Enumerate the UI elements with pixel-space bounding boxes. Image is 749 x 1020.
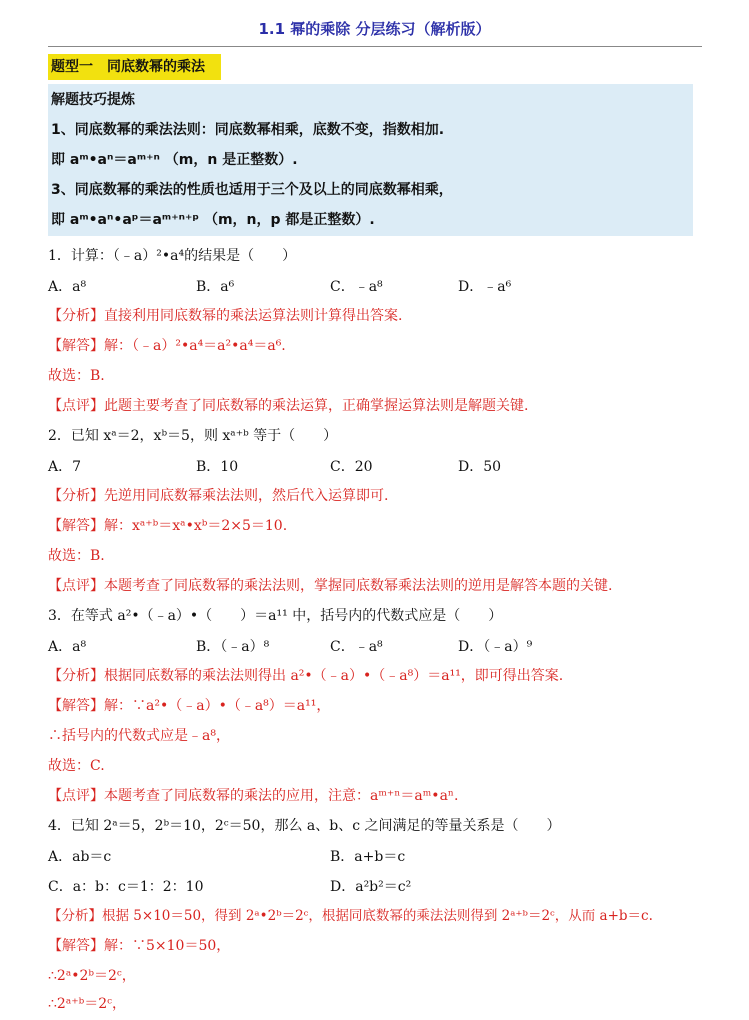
q3-option-a: A．a⁸: [48, 639, 87, 655]
page-title: 1.1 幂的乘除 分层练习（解析版）: [258, 20, 491, 38]
formula-prefix: 即: [51, 212, 65, 228]
q3-analysis: 【分析】根据同底数幂的乘法法则得出 a²•（﹣a）•（﹣a⁸）＝a¹¹，即可得出答案.: [48, 668, 564, 684]
q1-option-b: B．a⁶: [196, 279, 235, 295]
section-heading: 题型一 同底数幂的乘法: [48, 54, 221, 80]
q4-option-b: B．a+b＝c: [330, 849, 406, 865]
q3-option-d: D．（﹣a）⁹: [458, 639, 533, 655]
q4-stem: 4．已知 2ᵃ＝5，2ᵇ＝10，2ᶜ＝50，那么 a、b、c 之间满足的等量关系是（ ）: [48, 818, 561, 834]
q3-stem: 3．在等式 a²•（﹣a）•（ ）＝a¹¹ 中，括号内的代数式应是（ ）: [48, 608, 503, 624]
formula-math: aᵐ•aⁿ＝aᵐ⁺ⁿ: [69, 152, 160, 168]
q1-option-a: A．a⁸: [48, 279, 87, 295]
tips-formula-2: [51, 210, 375, 230]
q2-option-c: C．20: [330, 459, 373, 475]
tips-rule-3: 3、同底数幂的乘法的性质也适用于三个及以上的同底数幂相乘，: [51, 182, 453, 198]
title-divider: [48, 46, 702, 47]
q4-option-d: D．a²b²＝c²: [330, 879, 412, 895]
q3-option-b: B．（﹣a）⁸: [196, 639, 270, 655]
q2-option-d: D．50: [458, 459, 502, 475]
tips-box: [48, 84, 693, 236]
q2-stem: 2．已知 xᵃ＝2，xᵇ＝5，则 xᵃ⁺ᵇ 等于（ ）: [48, 428, 338, 444]
q4-step-1: ∴2ᵃ•2ᵇ＝2ᶜ，: [48, 968, 136, 984]
formula-prefix: 即: [51, 152, 65, 168]
q4-option-c: C．a：b：c＝1：2：10: [48, 879, 204, 895]
formula-suffix: （m，n，p 都是正整数）.: [203, 212, 375, 228]
q3-option-c: C．﹣a⁸: [330, 639, 383, 655]
q3-therefore: ∴括号内的代数式应是﹣a⁸，: [48, 728, 230, 744]
q1-analysis: 【分析】直接利用同底数幂的乘法运算法则计算得出答案.: [48, 308, 403, 324]
q4-option-a: A．ab＝c: [48, 849, 112, 865]
tips-rule-1: 1、同底数幂的乘法法则：同底数幂相乘，底数不变，指数相加.: [51, 122, 445, 138]
q1-choice: 故选：B.: [48, 368, 105, 384]
q3-solution: 【解答】解：∵a²•（﹣a）•（﹣a⁸）＝a¹¹，: [48, 698, 331, 714]
q1-option-c: C．﹣a⁸: [330, 279, 383, 295]
q2-option-b: B．10: [196, 459, 239, 475]
tips-formula-1: [51, 150, 298, 170]
q2-analysis: 【分析】先逆用同底数幂乘法法则，然后代入运算即可.: [48, 488, 389, 504]
tips-heading: 解题技巧提炼: [51, 92, 135, 108]
formula-suffix: （m，n 是正整数）.: [164, 152, 298, 168]
q2-solution: 【解答】解：xᵃ⁺ᵇ＝xᵃ•xᵇ＝2×5＝10.: [48, 518, 288, 534]
q1-stem: 1．计算：（﹣a）²•a⁴的结果是（ ）: [48, 248, 297, 264]
q2-option-a: A．7: [48, 459, 82, 475]
formula-math: aᵐ•aⁿ•aᵖ＝aᵐ⁺ⁿ⁺ᵖ: [69, 212, 200, 228]
q4-analysis: 【分析】根据 5×10＝50，得到 2ᵃ•2ᵇ＝2ᶜ，根据同底数幂的乘法法则得到 2ᵃ⁺ᵇ＝2ᶜ，从而 a+b＝c.: [48, 908, 653, 924]
q3-choice: 故选：C.: [48, 758, 105, 774]
q2-choice: 故选：B.: [48, 548, 105, 564]
q1-option-d: D．﹣a⁶: [458, 279, 512, 295]
q3-comment: 【点评】本题考查了同底数幂的乘法的应用，注意：aᵐ⁺ⁿ＝aᵐ•aⁿ.: [48, 788, 459, 804]
q1-solution: 【解答】解：（﹣a）²•a⁴＝a²•a⁴＝a⁶.: [48, 338, 286, 354]
q1-comment: 【点评】此题主要考查了同底数幂的乘法运算，正确掌握运算法则是解题关键.: [48, 398, 529, 414]
q4-solution: 【解答】解：∵5×10＝50，: [48, 938, 231, 954]
q2-comment: 【点评】本题考查了同底数幂的乘法法则，掌握同底数幂乘法法则的逆用是解答本题的关键.: [48, 578, 613, 594]
q4-step-2: ∴2ᵃ⁺ᵇ＝2ᶜ，: [48, 996, 126, 1012]
